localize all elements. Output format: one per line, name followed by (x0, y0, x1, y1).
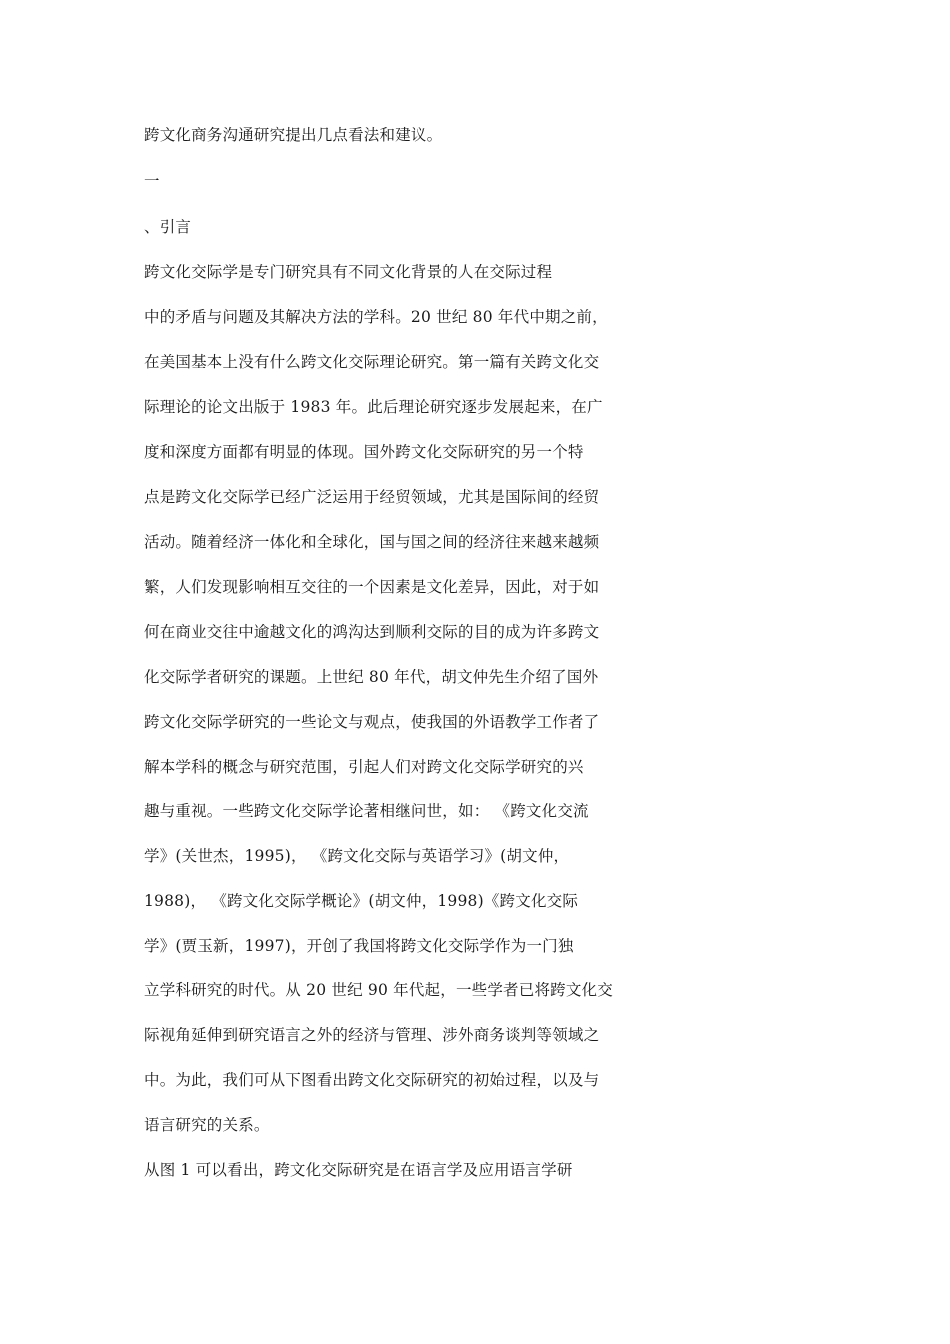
text-line: 1988)， 《跨文化交际学概论》(胡文仲，1998)《跨文化交际 (144, 892, 579, 910)
section-number: 一 (144, 172, 160, 190)
text-line: 从图 1 可以看出，跨文化交际研究是在语言学及应用语言学研 (144, 1161, 573, 1179)
text-line: 趣与重视。一些跨文化交际学论著相继问世，如： 《跨文化交流 (144, 802, 589, 820)
text-line: 活动。随着经济一体化和全球化，国与国之间的经济往来越来越频 (144, 533, 600, 551)
text-line: 在美国基本上没有什么跨文化交际理论研究。第一篇有关跨文化交 (144, 353, 600, 371)
text-line: 繁，人们发现影响相互交往的一个因素是文化差异，因此，对于如 (144, 578, 600, 596)
text-line: 立学科研究的时代。从 20 世纪 90 年代起，一些学者已将跨文化交 (144, 981, 613, 999)
section-heading: 、引言 (144, 218, 192, 236)
text-line: 跨文化交际学是专门研究具有不同文化背景的人在交际过程 (144, 263, 553, 281)
text-line: 语言研究的关系。 (144, 1116, 270, 1134)
text-line: 学》(关世杰，1995)， 《跨文化交际与英语学习》(胡文仲， (144, 847, 570, 865)
text-line: 度和深度方面都有明显的体现。国外跨文化交际研究的另一个特 (144, 443, 584, 461)
text-line: 际理论的论文出版于 1983 年。此后理论研究逐步发展起来，在广 (144, 398, 603, 416)
text-line: 跨文化商务沟通研究提出几点看法和建议。 (144, 126, 443, 144)
text-line: 何在商业交往中逾越文化的鸿沟达到顺利交际的目的成为许多跨文 (144, 623, 600, 641)
text-line: 点是跨文化交际学已经广泛运用于经贸领域，尤其是国际间的经贸 (144, 488, 600, 506)
text-line: 解本学科的概念与研究范围，引起人们对跨文化交际学研究的兴 (144, 758, 584, 776)
text-line: 跨文化交际学研究的一些论文与观点，使我国的外语教学工作者了 (144, 713, 600, 731)
text-line: 中。为此，我们可从下图看出跨文化交际研究的初始过程，以及与 (144, 1071, 600, 1089)
text-line: 化交际学者研究的课题。上世纪 80 年代，胡文仲先生介绍了国外 (144, 668, 599, 686)
text-line: 中的矛盾与问题及其解决方法的学科。20 世纪 80 年代中期之前， (144, 308, 608, 326)
text-line: 际视角延伸到研究语言之外的经济与管理、涉外商务谈判等领域之 (144, 1026, 600, 1044)
text-line: 学》(贾玉新，1997)，开创了我国将跨文化交际学作为一门独 (144, 937, 574, 955)
